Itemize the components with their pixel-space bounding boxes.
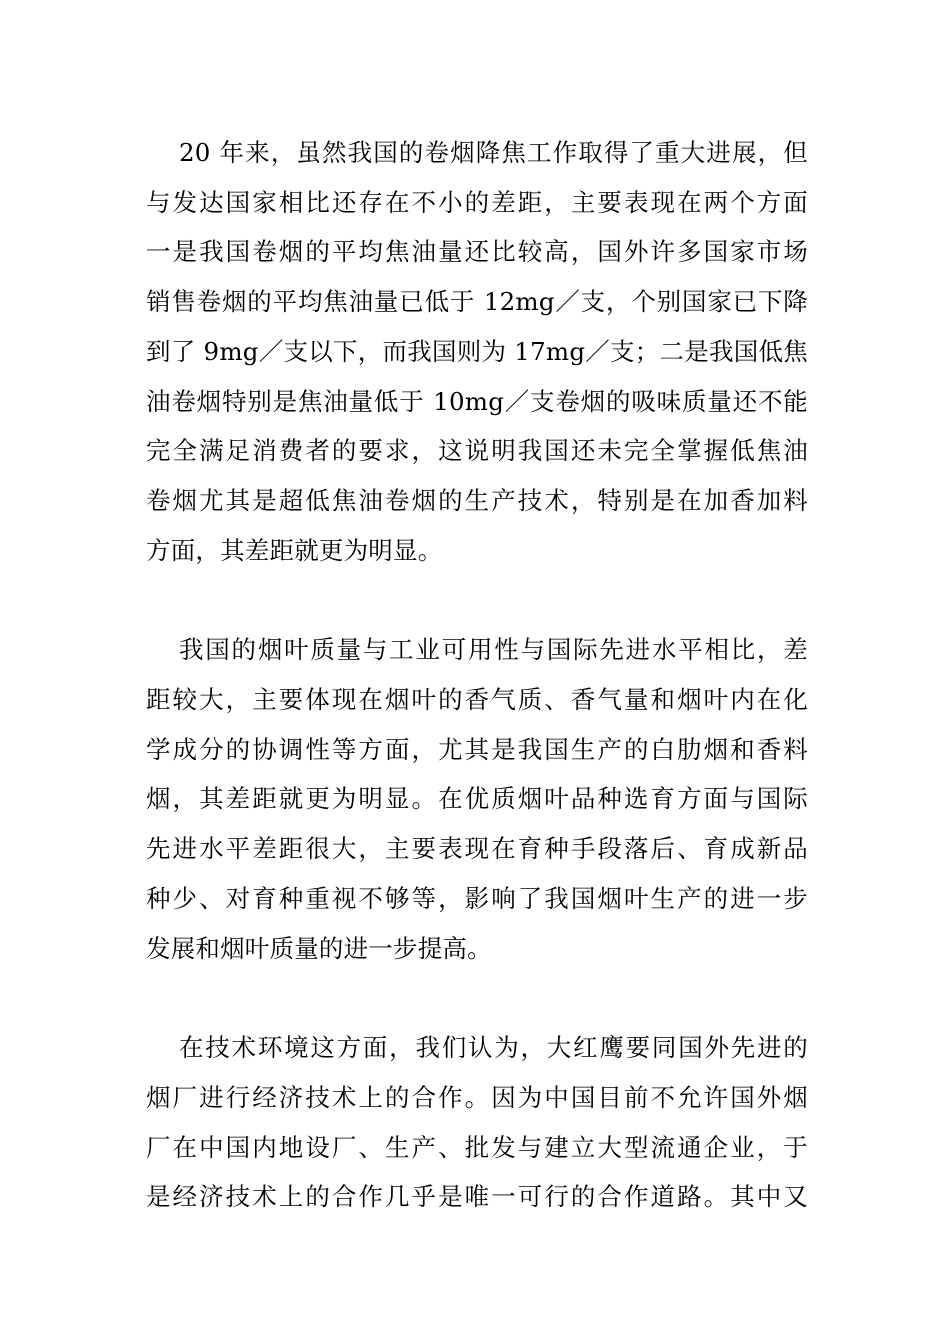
text-line: 先进水平差距很大，主要表现在育种手段落后、育成新品 (146, 834, 808, 864)
text-line: 销售卷烟的平均焦油量已低于 12mg／支，个别国家已下降 (146, 287, 808, 317)
text-line: 方面，其差距就更为明显。 (146, 535, 443, 565)
text-line: 烟，其差距就更为明显。在优质烟叶品种选育方面与国际 (146, 784, 808, 814)
text-line: 卷烟尤其是超低焦油卷烟的生产技术，特别是在加香加料 (146, 485, 808, 515)
text-line: 到了 9mg／支以下，而我国则为 17mg／支；二是我国低焦 (146, 336, 808, 366)
text-line: 我国的烟叶质量与工业可用性与国际先进水平相比，差 (179, 635, 808, 665)
paragraph-spacer (146, 575, 808, 625)
text-line: 在技术环境这方面，我们认为，大红鹰要同国外先进的 (179, 1033, 808, 1063)
text-line: 是经济技术上的合作几乎是唯一可行的合作道路。其中又 (146, 1182, 808, 1212)
text-line: 20 年来，虽然我国的卷烟降焦工作取得了重大进展，但 (179, 138, 808, 167)
text-line: 种少、对育种重视不够等，影响了我国烟叶生产的进一步 (146, 883, 808, 913)
text-line: 完全满足消费者的要求，这说明我国还未完全掌握低焦油 (146, 436, 808, 466)
paragraph-1 (146, 128, 808, 575)
paragraph-2 (146, 625, 808, 973)
text-line: 一是我国卷烟的平均焦油量还比较高，国外许多国家市场 (146, 237, 808, 267)
text-line: 厂在中国内地设厂、生产、批发与建立大型流通企业，于 (146, 1132, 808, 1162)
paragraph-spacer (146, 973, 808, 1023)
text-line: 发展和烟叶质量的进一步提高。 (146, 933, 492, 963)
text-line: 油卷烟特别是焦油量低于 10mg／支卷烟的吸味质量还不能 (146, 386, 808, 416)
text-line: 学成分的协调性等方面，尤其是我国生产的白肋烟和香料 (146, 734, 808, 764)
text-line: 烟厂进行经济技术上的合作。因为中国目前不允许国外烟 (146, 1082, 808, 1112)
paragraph-3 (146, 1023, 808, 1222)
text-line: 距较大，主要体现在烟叶的香气质、香气量和烟叶内在化 (146, 685, 808, 715)
document-body (146, 128, 808, 1222)
text-line: 与发达国家相比还存在不小的差距，主要表现在两个方面 (146, 187, 808, 217)
